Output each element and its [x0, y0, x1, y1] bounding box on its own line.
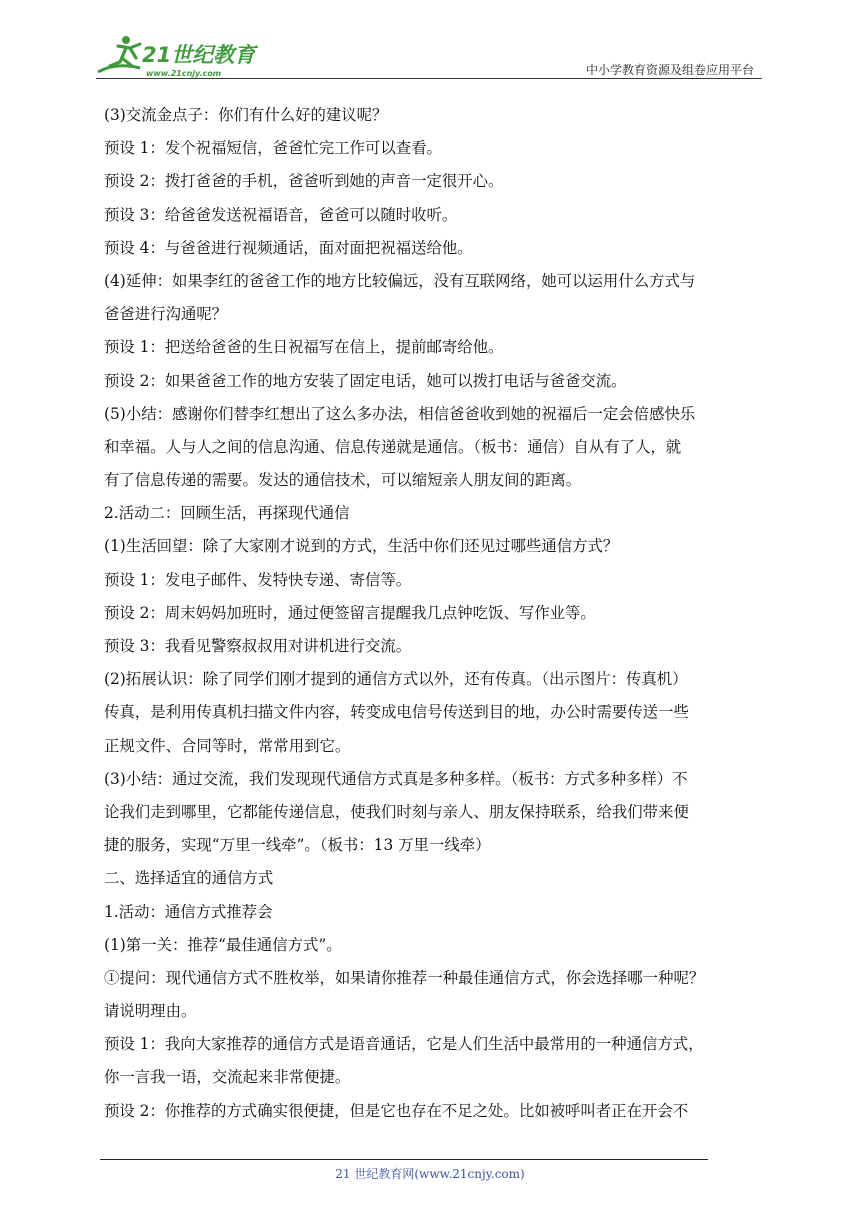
text-line: 预设 1：我向大家推荐的通信方式是语音通话，它是人们生活中最常用的一种通信方式， — [104, 1035, 704, 1054]
logo-21cnjy — [96, 32, 266, 80]
text-line: 和幸福。人与人之间的信息沟通、信息传递就是通信。（板书：通信）自从有了人，就 — [104, 437, 682, 456]
text-line: 预设 3：我看见警察叔叔用对讲机进行交流。 — [104, 637, 412, 655]
text-line: 2.活动二：回顾生活，再探现代通信 — [104, 504, 350, 523]
text-line: 预设 3：给爸爸发送祝福语音，爸爸可以随时收听。 — [104, 205, 458, 224]
text-line: 二、选择适宜的通信方式 — [104, 869, 274, 888]
text-line: ①提问：现代通信方式不胜枚举，如果请你推荐一种最佳通信方式，你会选择哪一种呢？ — [104, 968, 705, 987]
runner-icon — [98, 36, 140, 72]
text-line: (2)拓展认识：除了同学们刚才提到的通信方式以外，还有传真。（出示图片：传真机） — [104, 670, 688, 689]
page-header — [96, 30, 762, 82]
text-line: 预设 2：周末妈妈加班时，通过便签留言提醒我几点钟吃饭、写作业等。 — [104, 603, 596, 622]
text-line: 传真，是利用传真机扫描文件内容，转变成电信号传送到目的地，办公时需要传送一些 — [104, 703, 689, 722]
header-divider — [96, 78, 762, 79]
text-line: (5)小结：感谢你们替李红想出了这么多办法，相信爸爸收到她的祝福后一定会倍感快乐 — [104, 404, 696, 423]
footer-divider — [100, 1159, 708, 1160]
text-line: (4)延伸：如果李红的爸爸工作的地方比较偏远，没有互联网络，她可以运用什么方式与 — [104, 271, 696, 290]
text-line: (3)交流金点子：你们有什么好的建议呢？ — [104, 106, 388, 124]
text-line: 有了信息传递的需要。发达的通信技术，可以缩短亲人朋友间的距离。 — [104, 471, 582, 490]
text-line: 你一言我一语，交流起来非常便捷。 — [104, 1068, 351, 1087]
text-line: 爸爸进行沟通呢？ — [104, 305, 228, 324]
text-line: 论我们走到哪里，它都能传递信息，使我们时刻与亲人、朋友保持联系，给我们带来便 — [104, 802, 689, 821]
text-line: 1.活动：通信方式推荐会 — [104, 902, 273, 921]
text-line: 预设 4：与爸爸进行视频通话，面对面把祝福送给他。 — [104, 238, 473, 257]
footer-text: 21 世纪教育网(www.21cnjy.com) — [335, 1167, 525, 1181]
text-line: 预设 1：发个祝福短信，爸爸忙完工作可以查看。 — [104, 139, 442, 158]
text-line: (1)第一关：推荐“最佳通信方式”。 — [104, 935, 342, 954]
text-line: (1)生活回望：除了大家刚才说到的方式，生活中你们还见过哪些通信方式？ — [104, 537, 619, 556]
text-line: 捷的服务，实现“万里一线牵”。（板书：13 万里一线牵） — [104, 836, 491, 855]
text-line: 预设 2：拨打爸爸的手机，爸爸听到她的声音一定很开心。 — [104, 172, 504, 191]
text-line: 请说明理由。 — [104, 1002, 197, 1021]
platform-name: 中小学教育资源及组卷应用平台 — [585, 63, 754, 77]
text-line: (3)小结：通过交流，我们发现现代通信方式真是多种多样。（板书：方式多种多样）不 — [104, 769, 688, 788]
text-line: 预设 2：如果爸爸工作的地方安装了固定电话，她可以拨打电话与爸爸交流。 — [104, 371, 627, 390]
text-line: 正规文件、合同等时，常常用到它。 — [104, 736, 351, 755]
logo-url: www.21cnjy.com — [146, 69, 222, 78]
text-line: 预设 1：把送给爸爸的生日祝福写在信上，提前邮寄给他。 — [104, 338, 504, 357]
text-line: 预设 2：你推荐的方式确实很便捷，但是它也存在不足之处。比如被呼叫者正在开会不 — [104, 1101, 689, 1120]
text-line: 预设 1：发电子邮件、发特快专递、寄信等。 — [104, 570, 412, 589]
document-body — [104, 99, 762, 1128]
logo-text: 21世纪教育 — [142, 43, 256, 67]
